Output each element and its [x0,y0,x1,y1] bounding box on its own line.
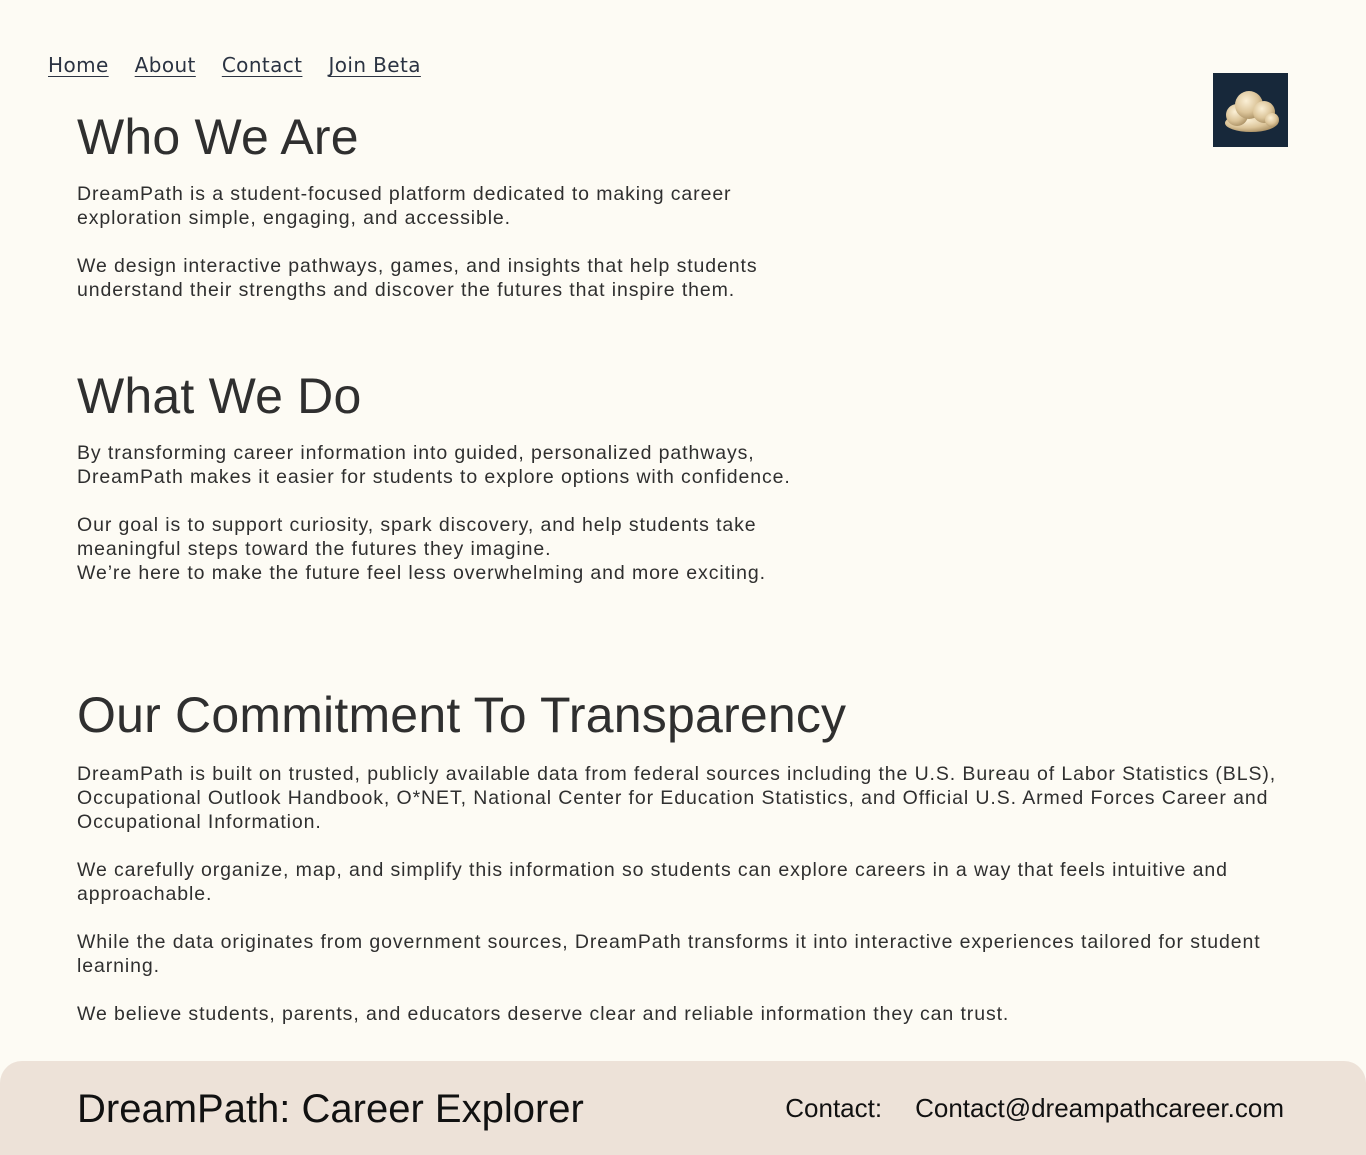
who-we-are-section [77,109,837,302]
who-we-are-paragraph: DreamPath is a student-focused platform dedicated to making career exploration simple, engaging, and accessible. [77,183,732,229]
nav-contact-link[interactable]: Contact [221,53,303,77]
what-we-do-paragraph: By transforming career information into guided, personalized pathways, DreamPath makes it easier for students to explore options with confidence. [77,442,791,488]
cloud-icon [1219,85,1283,135]
transparency-paragraph: While the data originates from government sources, DreamPath transforms it into interactive experiences tailored for student learning. [77,931,1261,977]
what-we-do-paragraph [77,513,837,585]
what-we-do-section [77,368,837,585]
top-nav [48,53,421,77]
what-we-do-heading: What We Do [77,368,362,424]
transparency-paragraph: We carefully organize, map, and simplify this information so students can explore careers in a way that feels intuitive and approachable. [77,859,1228,905]
footer-contact-label: Contact: [785,1093,883,1123]
footer-contact-email[interactable]: Contact@dreampathcareer.com [915,1093,1284,1123]
transparency-section [77,687,1317,1026]
nav-join-beta-link[interactable]: Join Beta [328,53,421,77]
transparency-heading: Our Commitment To Transparency [77,687,847,743]
what-we-do-sentence: We’re here to make the future feel less overwhelming and more exciting. [77,562,766,584]
logo[interactable] [1213,73,1288,147]
footer-contact [785,1093,1284,1124]
footer-brand: DreamPath: Career Explorer [77,1087,584,1131]
what-we-do-sentence: Our goal is to support curiosity, spark discovery, and help students take meaningful steps toward the futures they imagine. [77,514,757,560]
nav-about-link[interactable]: About [134,53,196,77]
who-we-are-heading: Who We Are [77,109,359,165]
transparency-paragraph: We believe students, parents, and educators deserve clear and reliable information they can trust. [77,1003,1010,1025]
who-we-are-paragraph: We design interactive pathways, games, and insights that help students understand their strengths and discover the futures that inspire them. [77,255,758,301]
footer [0,1061,1366,1155]
transparency-paragraph: DreamPath is built on trusted, publicly available data from federal sources including the U.S. Bureau of Labor Statistics (BLS), Occupational Outlook Handbook, O*NET, National Center for Education Statistics, and Official U.S. Armed Forces Career and Occupational Information. [77,763,1277,833]
nav-home-link[interactable]: Home [48,53,109,77]
